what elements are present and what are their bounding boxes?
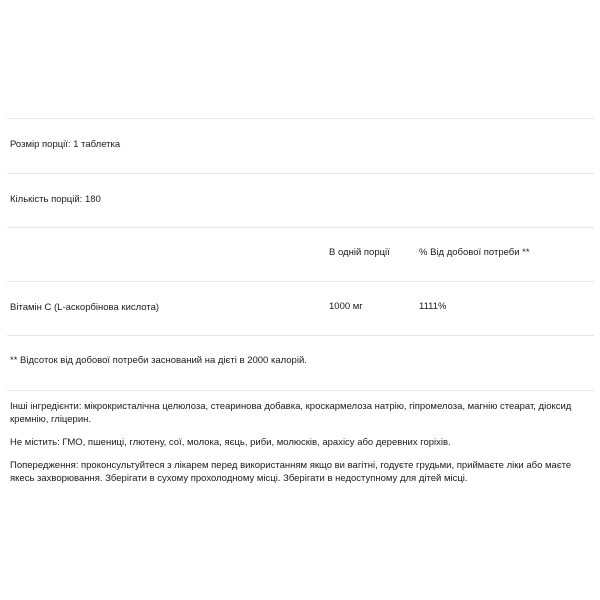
- serving-size-row: [7, 118, 594, 173]
- table-header-row: [7, 227, 594, 281]
- product-notes: [10, 400, 585, 495]
- does-not-contain: Не містить: ГМО, пшениці, глютену, сої, молока, яєць, риби, молюсків, арахісу або деревних горіхів.: [10, 437, 451, 448]
- nutrient-daily-value: 1111%: [419, 301, 447, 312]
- table-divider: [7, 390, 594, 391]
- nutrient-amount: 1000 мг: [329, 301, 363, 312]
- supplement-facts-table: [7, 118, 594, 391]
- footnote-row: [7, 335, 594, 390]
- servings-per-container-row: [7, 173, 594, 227]
- nutrient-name: Вітамін С (L-аскорбінова кислота): [10, 302, 160, 313]
- table-row: [7, 281, 594, 335]
- serving-size: Розмір порції: 1 таблетка: [10, 139, 121, 150]
- column-header-per-serving: В одній порції: [329, 247, 390, 258]
- servings-per-container: Кількість порцій: 180: [10, 194, 101, 205]
- warning-text: Попередження: проконсультуйтеся з лікарем перед використанням якщо ви вагітні, годуєте грудьми, приймаєте ліки або маєте якесь захворювання. Зберігати в сухому прохолодному місці. Зберігати в недоступному для дітей місці.: [10, 460, 572, 484]
- column-header-daily-value: % Від добової потреби **: [419, 247, 530, 258]
- other-ingredients: Інші інгредієнти: мікрокристалічна целюлоза, стеаринова добавка, кроскармелоза натрію, гіпромелоза, магнію стеарат, діоксид кремнію, гліцерин.: [10, 401, 572, 425]
- daily-value-footnote: ** Відсоток від добової потреби заснований на дієті в 2000 калорій.: [10, 355, 307, 366]
